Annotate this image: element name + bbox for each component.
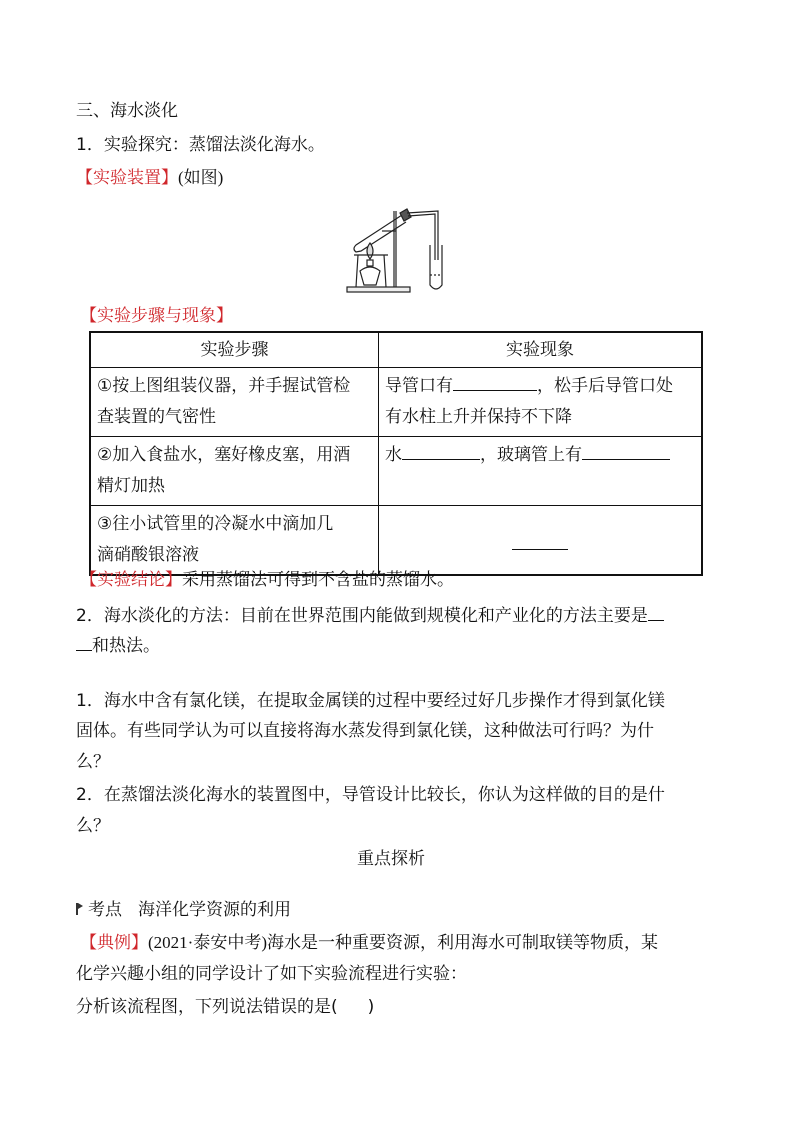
conclusion-text: 采用蒸馏法可得到不含盐的蒸馏水。	[182, 570, 454, 590]
answer-blank[interactable]	[402, 443, 480, 460]
conclusion	[80, 569, 454, 591]
apparatus-heading	[76, 167, 223, 189]
step-cell-3	[90, 506, 379, 576]
question-1-line-3: 么？	[76, 752, 110, 772]
header-phenomena: 实验现象	[379, 332, 703, 368]
question-2-line-1: 2．在蒸馏法淡化海水的装置图中，导管设计比较长，你认为这样做的目的是什	[76, 785, 665, 805]
exam-point-text: 海洋化学资源的利用	[138, 900, 291, 920]
answer-blank[interactable]	[76, 634, 92, 651]
example-line-2: 化学兴趣小组的同学设计了如下实验流程进行实验：	[76, 964, 467, 984]
table-header-row	[90, 332, 702, 368]
header-steps: 实验步骤	[90, 332, 379, 368]
example-line-3: 分析该流程图，下列说法错误的是( )	[76, 997, 375, 1017]
item-1: 1．实验探究：蒸馏法淡化海水。	[76, 135, 325, 155]
item-2-line-2: 和热法。	[76, 634, 160, 657]
phenomenon-1-line-2: 有水柱上升并保持不下降	[385, 407, 572, 427]
answer-blank[interactable]	[648, 604, 664, 621]
exam-point-label: 考点	[88, 900, 122, 920]
phenomenon-cell-1	[379, 368, 703, 437]
table-row	[90, 368, 702, 437]
step-2-line-2: 精灯加热	[97, 476, 165, 496]
phenomenon-cell-2	[379, 437, 703, 506]
key-analysis-title: 重点探析	[357, 849, 425, 869]
step-3-line-2: 滴硝酸银溶液	[97, 545, 199, 565]
answer-blank[interactable]	[512, 533, 568, 550]
item-2-line-1: 2．海水淡化的方法：目前在世界范围内能做到规模化和产业化的方法主要是	[76, 604, 664, 627]
step-1-line-2: 查装置的气密性	[97, 407, 216, 427]
question-2-line-2: 么？	[76, 816, 110, 836]
table-row	[90, 506, 702, 576]
step-3-line-1: ③往小试管里的冷凝水中滴加几	[97, 514, 334, 534]
conclusion-label: 【实验结论】	[80, 570, 182, 590]
flag-icon	[76, 903, 80, 915]
phenomenon-cell-3	[379, 506, 703, 576]
experiment-steps-table	[89, 331, 703, 576]
phenomenon-2-line-1: 水 ，玻璃管上有	[385, 440, 695, 471]
step-cell-2	[90, 437, 379, 506]
answer-blank[interactable]	[453, 374, 537, 391]
step-cell-1	[90, 368, 379, 437]
answer-blank[interactable]	[582, 443, 670, 460]
section-title: 三、海水淡化	[76, 101, 178, 121]
question-1-line-2: 固体。有些同学认为可以直接将海水蒸发得到氯化镁，这种做法可行吗？为什	[76, 721, 654, 741]
example-source: (2021·泰安中考)	[148, 933, 267, 952]
apparatus-note: (如图)	[178, 168, 224, 187]
steps-label: 【实验步骤与现象】	[80, 306, 233, 326]
table-row	[90, 437, 702, 506]
apparatus-label: 【实验装置】	[76, 168, 178, 188]
distillation-apparatus-figure	[344, 205, 456, 295]
phenomenon-1-line-1: 导管口有 ，松手后导管口处	[385, 376, 673, 396]
question-1-line-1: 1．海水中含有氯化镁，在提取金属镁的过程中要经过好几步操作才得到氯化镁	[76, 691, 665, 711]
step-2-line-1: ②加入食盐水，塞好橡皮塞，用酒	[97, 445, 351, 465]
example-line-1: 【典例】(2021·泰安中考)海水是一种重要资源，利用海水可制取镁等物质，某	[80, 933, 658, 953]
exam-point	[76, 899, 291, 921]
example-label: 【典例】	[80, 933, 148, 953]
step-1-line-1: ①按上图组装仪器，并手握试管检	[97, 376, 351, 396]
